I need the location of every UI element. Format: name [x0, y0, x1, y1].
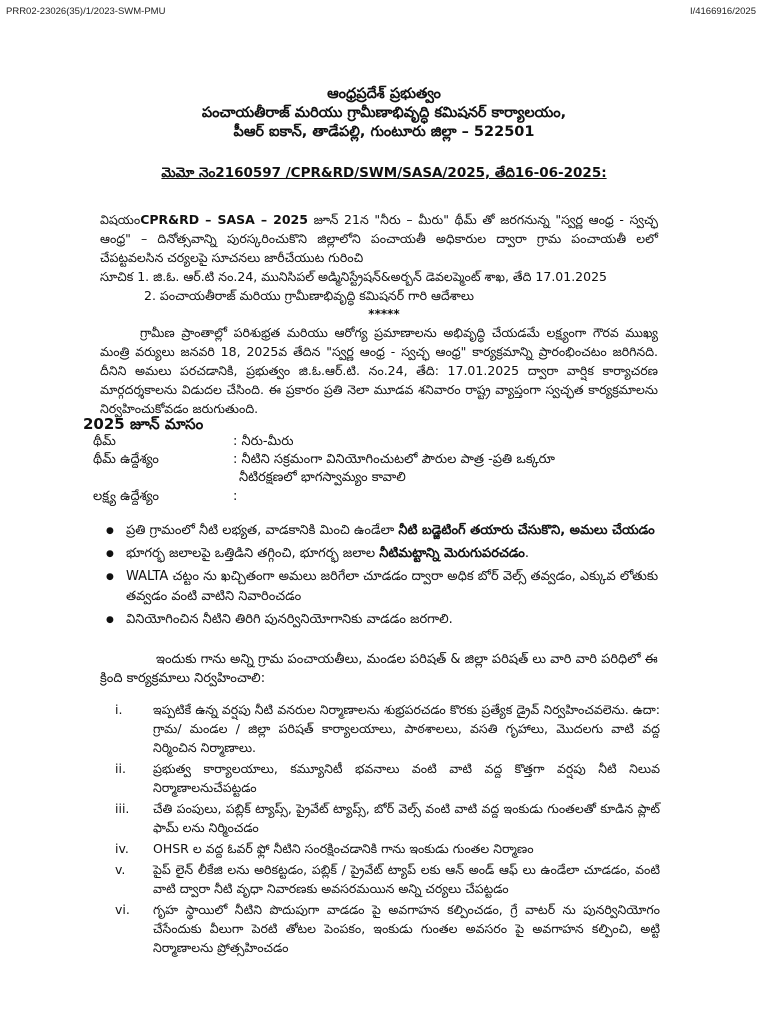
office-address: పీఆర్ ఐకాన్, తాడేపల్లి, గుంటూరు జిల్లా – 522501: [233, 124, 535, 140]
month-heading: 2025 జూన్ మాసం: [83, 415, 204, 433]
action-item-text: ప్రభుత్వ కార్యాలయాలు, కమ్యూనిటీ భవనాలు వంటి వాటి వద్ద కొత్తగా వర్షపు నీటి నిలువ నిర్మాణాలనుచేపట్టడం: [153, 761, 660, 795]
office-title: పంచాయతీరాజ్ మరియు గ్రామీణాభివృద్ధి కమిషనర్ కార్యాలయం,: [201, 105, 567, 121]
objective-value-continued: నీటిరక్షణలో భాగస్వామ్యం కావాలి: [239, 470, 406, 485]
subject-text: జూన్ 21న "నీరు – మీరు" థీమ్ తో జరగనున్న "స్వర్ణ ఆంధ్ర - స్వచ్ఛ ఆంధ్ర" – దినోత్సవాన్ని పురస్కరించుకొని జిల్లాలోని పంచాయతీ అధికారుల ద్వారా గ్రామ పంచాయతీ లలో చేపట్టవలసిన చర్యలపై సూచనలు జారీచేయుట గురించి: [100, 212, 658, 265]
action-item-number: v.: [115, 862, 126, 877]
memo-number: మెమో నెం2160597 /CPR&RD/SWM/SASA/2025, తేది16-06-2025:: [161, 165, 607, 181]
action-item-number: ii.: [115, 761, 126, 776]
action-item: [115, 839, 660, 858]
file-reference: PRR02-23026(35)/1/2023-SWM-PMU: [6, 6, 166, 17]
action-item-number: iii.: [115, 801, 130, 816]
reference-row-1: [100, 267, 658, 286]
action-item-text: గృహ స్థాయిలో నీటిని పొదుపుగా వాడడం పై అవగాహన కల్పించడం, గ్రే వాటర్ ను పునర్వినియోగం చేసేందుకు వీలుగా పెరటి తోటల పెంపకం, ఇంకుడు గుంతల అవసరం పై అవగాహన కల్పించి, అట్టి నిర్మాణాలను ప్రోత్సహించడం: [153, 902, 660, 955]
reference-label: సూచిక: [100, 269, 134, 284]
action-item: [115, 799, 660, 837]
objective-row: [93, 452, 555, 470]
action-item: [115, 900, 660, 957]
bullet-item: ● వినియోగించిన నీటిని తిరిగి పునర్వినియోగానికు వాడడం జరగాలి.: [112, 610, 660, 630]
action-items-list: [115, 700, 660, 959]
bullet-item: ● WALTA చట్టం ను ఖచ్చితంగా అమలు జరిగేలా చూడడం ద్వారా అధిక బోర్ వెల్స్ తవ్వడం, ఎక్కువ లోతుకు తవ్వడం వంటి వాటిని నివారించడం: [112, 567, 660, 607]
theme-label: థీమ్: [93, 434, 116, 449]
action-item-text: పైప్ లైన్ లీకేజి లను అరికట్టడం, పబ్లిక్ / ప్రైవేట్ ట్యాప్ లకు ఆన్ అండ్ ఆఫ్ లు ఉండేలా చూడడం, వంటి వాటి ద్వారా నీటి వృధా నివారణకు అవసరమయిన అన్ని చర్యలు చేపట్టడం: [153, 862, 660, 896]
subject-bold: CPR&RD – SASA – 2025: [140, 212, 308, 227]
action-item: [115, 700, 660, 757]
action-item-text: ఇప్పటికే ఉన్న వర్షపు నీటి వనరుల నిర్మాణాలను శుభ్రపరచడం కొరకు ప్రత్యేక డ్రైవ్ నిర్వహించవలెను. ఉదా: గ్రామ/ మండల / జిల్లా పరిషత్ కార్యాలయాలు, పాఠశాలలు, వసతి గృహాలు, మొదలగు వాటి వద్ద నిర్మించిన నిర్మాణాలు.: [153, 702, 660, 755]
govt-title: ఆంధ్రప్రదేశ్ ప్రభుత్వం: [327, 86, 441, 102]
action-item-text: OHSR ల వద్ద ఓవర్ ఫ్లో నీటిని సంరక్షించడానికి గాను ఇంకుడు గుంతల నిర్మాణం: [153, 841, 534, 856]
action-item: [115, 759, 660, 797]
intro-paragraph: గ్రామీణ ప్రాంతాల్లో పరిశుభ్రత మరియు ఆరోగ్య ప్రమాణాలను అభివృద్ధి చేయడమే లక్ష్యంగా గౌరవ ముఖ్య మంత్రి వర్యులు జనవరి 18, 2025వ తేదిన "స్వర్ణ ఆంధ్ర - స్వచ్ఛ ఆంధ్ర" కార్యక్రమాన్ని ప్రారంభించటం జరిగినది. దీనిని అమలు పరచడానికి, ప్రభుత్వం జి.ఓ.ఆర్.టి. నం.24, తేది: 17.01.2025 ద్వారా వార్షిక కార్యాచరణ మార్గదర్శకాలను విడుదల చేసింది. ఈ ప్రకారం ప్రతి నెలా మూడవ శనివారం రాష్ట్ర వ్యాప్తంగా స్వచ్ఛత కార్యక్రమాలను నిర్వహించుకోవడం జరుగుతుంది.: [100, 325, 658, 416]
instruction-paragraph: ఇందుకు గాను అన్ని గ్రామ పంచాయతీలు, మండల పరిషత్ & జిల్లా పరిషత్ లు వారి వారి పరిధిలో ఈ క్రింది కార్యక్రమాలు నిర్వహించాలి:: [100, 652, 658, 686]
objective-value: : నీటిని సక్రమంగా వినియోగించుటలో పౌరుల పాత్ర -ప్రతి ఒక్కరూ: [233, 452, 555, 467]
action-item-number: i.: [115, 702, 123, 717]
goal-row: [93, 489, 237, 507]
action-item-number: iv.: [115, 841, 129, 856]
subject-paragraph: [100, 210, 658, 267]
reference-item-1: 1. జి.ఓ. ఆర్.టి నం.24, మునిసిపల్ అడ్మినిస్ట్రేషన్&అర్బన్ డెవలప్మెంట్ శాఖ, తేది 17.01.2025: [137, 269, 607, 284]
goal-label: లక్ష్య ఉద్దేశ్యం: [93, 489, 159, 504]
subject-label: విషయం: [100, 212, 141, 227]
action-item: [115, 860, 660, 898]
reference-item-2: 2. పంచాయతీరాజ్ మరియు గ్రామీణాభివృద్ధి కమిషనర్ గారి ఆదేశాలు: [144, 288, 475, 303]
document-id: I/4166916/2025: [689, 6, 756, 17]
goal-value: :: [233, 489, 238, 504]
reference-block: [100, 267, 658, 305]
objective-label: థీమ్ ఉద్దేశ్యం: [93, 452, 159, 467]
bullet-item: ● భూగర్భ జలాలపై ఒత్తిడిని తగ్గించి, భూగర్భ జలాల నీటిమట్టాన్ని మెరుగుపరచడం.: [112, 544, 660, 564]
theme-row: [93, 434, 294, 452]
action-item-number: vi.: [115, 902, 130, 917]
theme-value: : నీరు-మీరు: [233, 434, 294, 449]
action-item-text: చేతి పంపులు, పబ్లిక్ ట్యాప్స్, ప్రైవేట్ ట్యాప్స్, బోర్ వెల్స్ వంటి వాటి వద్ద ఇంకుడు గుంతలతో కూడిన ప్లాట్ ఫామ్ లను నిర్మించడం: [153, 801, 660, 835]
bullet-item: ● ప్రతి గ్రామంలో నీటి లభ్యత, వాడకానికి మించి ఉండేలా నీటి బడ్జెటింగ్ తయారు చేసుకొని, అమలు చేయడం: [112, 521, 660, 541]
goal-bullet-list: [112, 521, 660, 633]
separator-stars: *****: [368, 307, 400, 321]
